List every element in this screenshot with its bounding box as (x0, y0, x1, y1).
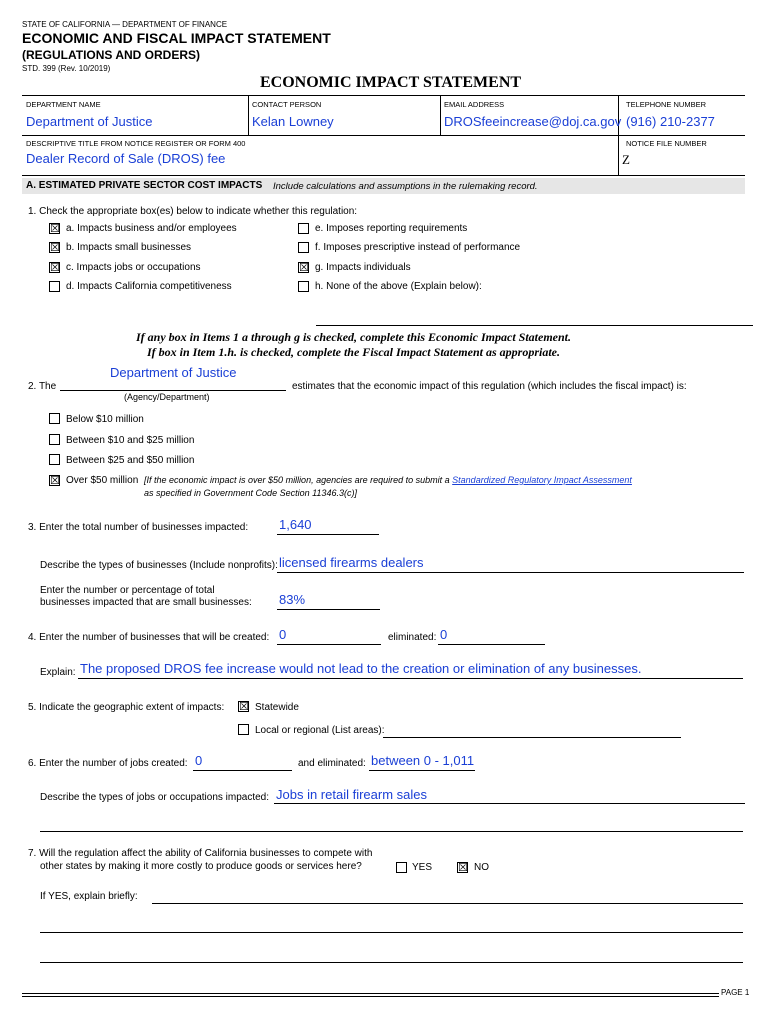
phone-label: TELEPHONE NUMBER (626, 100, 707, 109)
q6-created-field[interactable]: 0 (195, 753, 203, 768)
section-a-note: Include calculations and assumptions in the rulemaking record. (273, 181, 538, 192)
checkbox-q2-over-50m[interactable]: ☒ (50, 474, 60, 487)
email-label: EMAIL ADDRESS (444, 100, 505, 109)
phone-field[interactable]: (916) 210-2377 (626, 114, 715, 129)
q5-local-line[interactable] (383, 737, 681, 738)
q1-b-label: b. Impacts small businesses (66, 242, 192, 253)
desc-title-label: DESCRIPTIVE TITLE FROM NOTICE REGISTER OR FORM 400 (26, 139, 246, 148)
q1-d-label: d. Impacts California competitiveness (66, 281, 232, 292)
agency-line: STATE OF CALIFORNIA — DEPARTMENT OF FINANCE (22, 20, 228, 29)
checkbox-q1-g[interactable]: ☒ (299, 261, 309, 274)
sria-link[interactable]: Standardized Regulatory Impact Assessment (452, 475, 632, 485)
checkbox-q2-10-25m[interactable] (49, 434, 60, 445)
page-number: PAGE 1 (721, 988, 750, 997)
q6-types-field[interactable]: Jobs in retail firearm sales (276, 787, 427, 802)
checkbox-q1-c[interactable]: ☒ (50, 261, 60, 274)
q7-label-1: 7. Will the regulation affect the ability of California businesses to compete with (28, 848, 373, 859)
q1-a-label: a. Impacts business and/or employees (66, 223, 237, 234)
q3-label: 3. Enter the total number of businesses impacted: (28, 522, 249, 533)
q1-e-label: e. Imposes reporting requirements (315, 223, 468, 234)
q2-below-10m-label: Below $10 million (66, 414, 144, 425)
q7-yes-label: YES (412, 862, 433, 873)
q1-text: 1. Check the appropriate box(es) below to indicate whether this regulation: (28, 206, 358, 217)
q5-local-label: Local or regional (List areas): (255, 725, 385, 736)
q2-25-50m-label: Between $25 and $50 million (66, 455, 195, 466)
q5-label: 5. Indicate the geographic extent of impacts: (28, 702, 225, 713)
q6-types-label: Describe the types of jobs or occupations impacted: (40, 792, 270, 803)
q4-elim-label: eliminated: (388, 632, 437, 643)
q1-g-label: g. Impacts individuals (315, 262, 411, 273)
q1-h-explain-line[interactable] (316, 325, 753, 326)
q3-types-label: Describe the types of businesses (Include nonprofits): (40, 560, 278, 571)
checkbox-q7-no[interactable]: ☒ (458, 861, 468, 874)
q2-suffix: estimates that the economic impact of this regulation (which includes the fiscal impact) is: (292, 381, 687, 392)
checkbox-q1-f[interactable] (298, 242, 309, 253)
q2-note-text: [If the economic impact is over $50 million, agencies are required to submit a (144, 475, 450, 485)
q7-explain-line-2[interactable] (40, 932, 743, 933)
q1-f-label: f. Imposes prescriptive instead of performance (315, 242, 521, 253)
q4-label: 4. Enter the number of businesses that will be created: (28, 632, 270, 643)
q7-explain-line-1[interactable] (152, 903, 743, 904)
q4-explain-label: Explain: (40, 667, 76, 678)
q4-created-field[interactable]: 0 (279, 627, 287, 642)
q1-h-label: h. None of the above (Explain below): (315, 281, 482, 292)
q6-elim-label: and eliminated: (298, 758, 366, 769)
q3-businesses-field[interactable]: 1,640 (279, 517, 312, 532)
q3-small-field[interactable]: 83% (279, 592, 306, 607)
q7-label-2: other states by making it more costly to produce goods or services here? (40, 861, 362, 872)
section-a-heading: A. ESTIMATED PRIVATE SECTOR COST IMPACTS (26, 180, 263, 191)
checkbox-q2-25-50m[interactable] (49, 454, 60, 465)
q2-prefix: 2. The (28, 381, 57, 392)
q7-explain-line-3[interactable] (40, 962, 743, 963)
form-title: ECONOMIC AND FISCAL IMPACT STATEMENT (22, 30, 331, 46)
q6-label: 6. Enter the number of jobs created: (28, 758, 188, 769)
contact-label: CONTACT PERSON (252, 100, 322, 109)
department-field[interactable]: Department of Justice (26, 114, 153, 129)
q7-explain-label: If YES, explain briefly: (40, 891, 138, 902)
checkbox-q5-statewide[interactable]: ☒ (239, 700, 249, 713)
q7-no-label: NO (474, 862, 489, 873)
desc-title-field[interactable]: Dealer Record of Sale (DROS) fee (26, 151, 226, 166)
checkbox-q2-below-10m[interactable] (49, 413, 60, 424)
q6-elim-field[interactable]: between 0 - 1,011 (371, 753, 475, 768)
instruction-1: If any box in Items 1 a through g is checked, complete this Economic Impact Statement. (136, 330, 572, 344)
form-subtitle: (REGULATIONS AND ORDERS) (22, 48, 200, 62)
q3-types-field[interactable]: licensed firearms dealers (279, 555, 424, 570)
checkbox-q1-b[interactable]: ☒ (50, 241, 60, 254)
q2-10-25m-label: Between $10 and $25 million (66, 435, 195, 446)
statement-title: ECONOMIC IMPACT STATEMENT (260, 74, 522, 91)
footer-rule (22, 993, 747, 994)
q2-agency-caption: (Agency/Department) (124, 392, 210, 402)
checkbox-q5-local[interactable] (238, 724, 249, 735)
checkbox-q1-a[interactable]: ☒ (50, 222, 60, 235)
instruction-2: If box in Item 1.h. is checked, complete the Fiscal Impact Statement as appropriate. (147, 345, 560, 359)
q2-agency-field[interactable]: Department of Justice (110, 365, 237, 380)
q1-c-label: c. Impacts jobs or occupations (66, 262, 201, 273)
checkbox-q1-e[interactable] (298, 223, 309, 234)
checkbox-q1-h[interactable] (298, 281, 309, 292)
q6-extra-line[interactable] (40, 831, 743, 832)
notice-file-field[interactable]: Z (622, 152, 630, 167)
contact-field[interactable]: Kelan Lowney (252, 114, 334, 129)
q2-note-line-1 (144, 475, 632, 485)
email-field[interactable]: DROSfeeincrease@doj.ca.gov (444, 114, 622, 129)
form-number: STD. 399 (Rev. 10/2019) (22, 64, 111, 73)
q4-elim-field[interactable]: 0 (440, 627, 448, 642)
department-label: DEPARTMENT NAME (26, 100, 101, 109)
checkbox-q7-yes[interactable] (396, 862, 407, 873)
notice-file-label: NOTICE FILE NUMBER (626, 139, 707, 148)
q3-small-label-1: Enter the number or percentage of total (40, 585, 215, 596)
q2-over-50m-label: Over $50 million (66, 475, 139, 486)
q3-small-label-2: businesses impacted that are small businesses: (40, 597, 252, 608)
q4-explain-field[interactable]: The proposed DROS fee increase would not lead to the creation or elimination of any businesses. (80, 661, 642, 676)
q2-note-line-2: as specified in Government Code Section 11346.3(c)] (144, 488, 357, 498)
checkbox-q1-d[interactable] (49, 281, 60, 292)
q5-statewide-label: Statewide (255, 702, 299, 713)
